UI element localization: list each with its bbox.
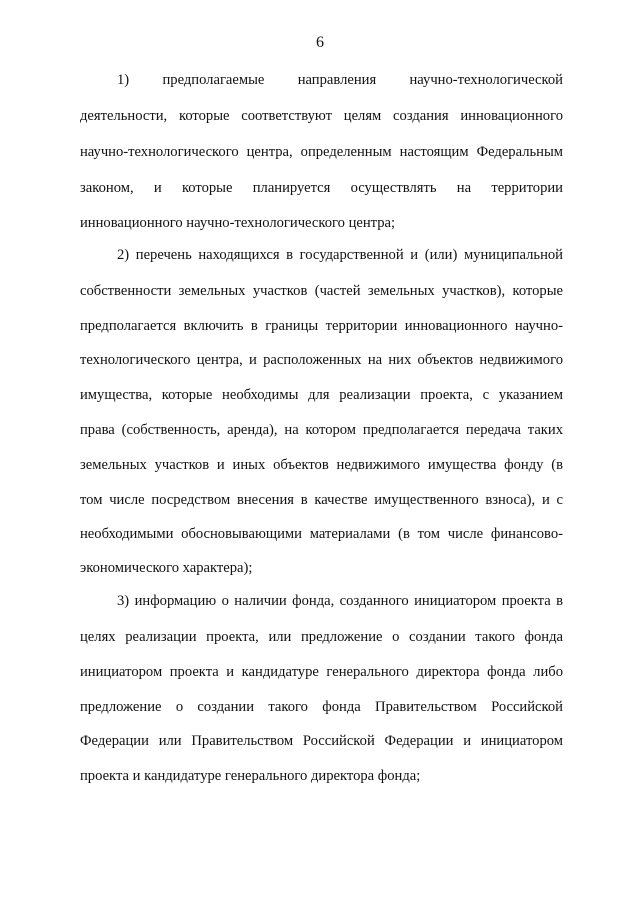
text-line: 1) предполагаемые направления научно-технологической	[117, 72, 563, 88]
text-line: технологического центра, и расположенных на них объектов недвижимого	[80, 352, 563, 368]
text-line: необходимыми обосновывающими материалами (в том числе финансово-	[80, 526, 563, 542]
text-line: предложение о создании такого фонда Правительством Российской	[80, 699, 563, 715]
text-line: деятельности, которые соответствуют целям создания инновационного	[80, 108, 563, 124]
text-line: 3) информацию о наличии фонда, созданного инициатором проекта в	[117, 593, 563, 609]
text-line: законом, и которые планируется осуществлять на территории	[80, 180, 563, 196]
page-number: 6	[316, 34, 324, 51]
text-line: собственности земельных участков (частей земельных участков), которые	[80, 283, 563, 299]
text-line: инициатором проекта и кандидатуре генерального директора фонда либо	[80, 664, 563, 680]
text-line: целях реализации проекта, или предложение о создании такого фонда	[80, 629, 563, 645]
text-line: права (собственность, аренда), на котором предполагается передача таких	[80, 422, 563, 438]
text-line: земельных участков и иных объектов недвижимого имущества фонду (в	[80, 457, 563, 473]
text-line: предполагается включить в границы территории инновационного научно-	[80, 318, 563, 334]
text-line: 2) перечень находящихся в государственной и (или) муниципальной	[117, 247, 563, 263]
text-line: том числе посредством внесения в качестве имущественного взноса), и с	[80, 492, 563, 508]
text-line: Федерации или Правительством Российской Федерации и инициатором	[80, 733, 563, 749]
text-line: экономического характера);	[80, 560, 253, 576]
text-line: инновационного научно-технологического центра;	[80, 215, 396, 231]
text-line: имущества, которые необходимы для реализации проекта, с указанием	[80, 387, 563, 403]
text-line: научно-технологического центра, определенным настоящим Федеральным	[80, 144, 563, 160]
text-line: проекта и кандидатуре генерального директора фонда;	[80, 768, 421, 784]
